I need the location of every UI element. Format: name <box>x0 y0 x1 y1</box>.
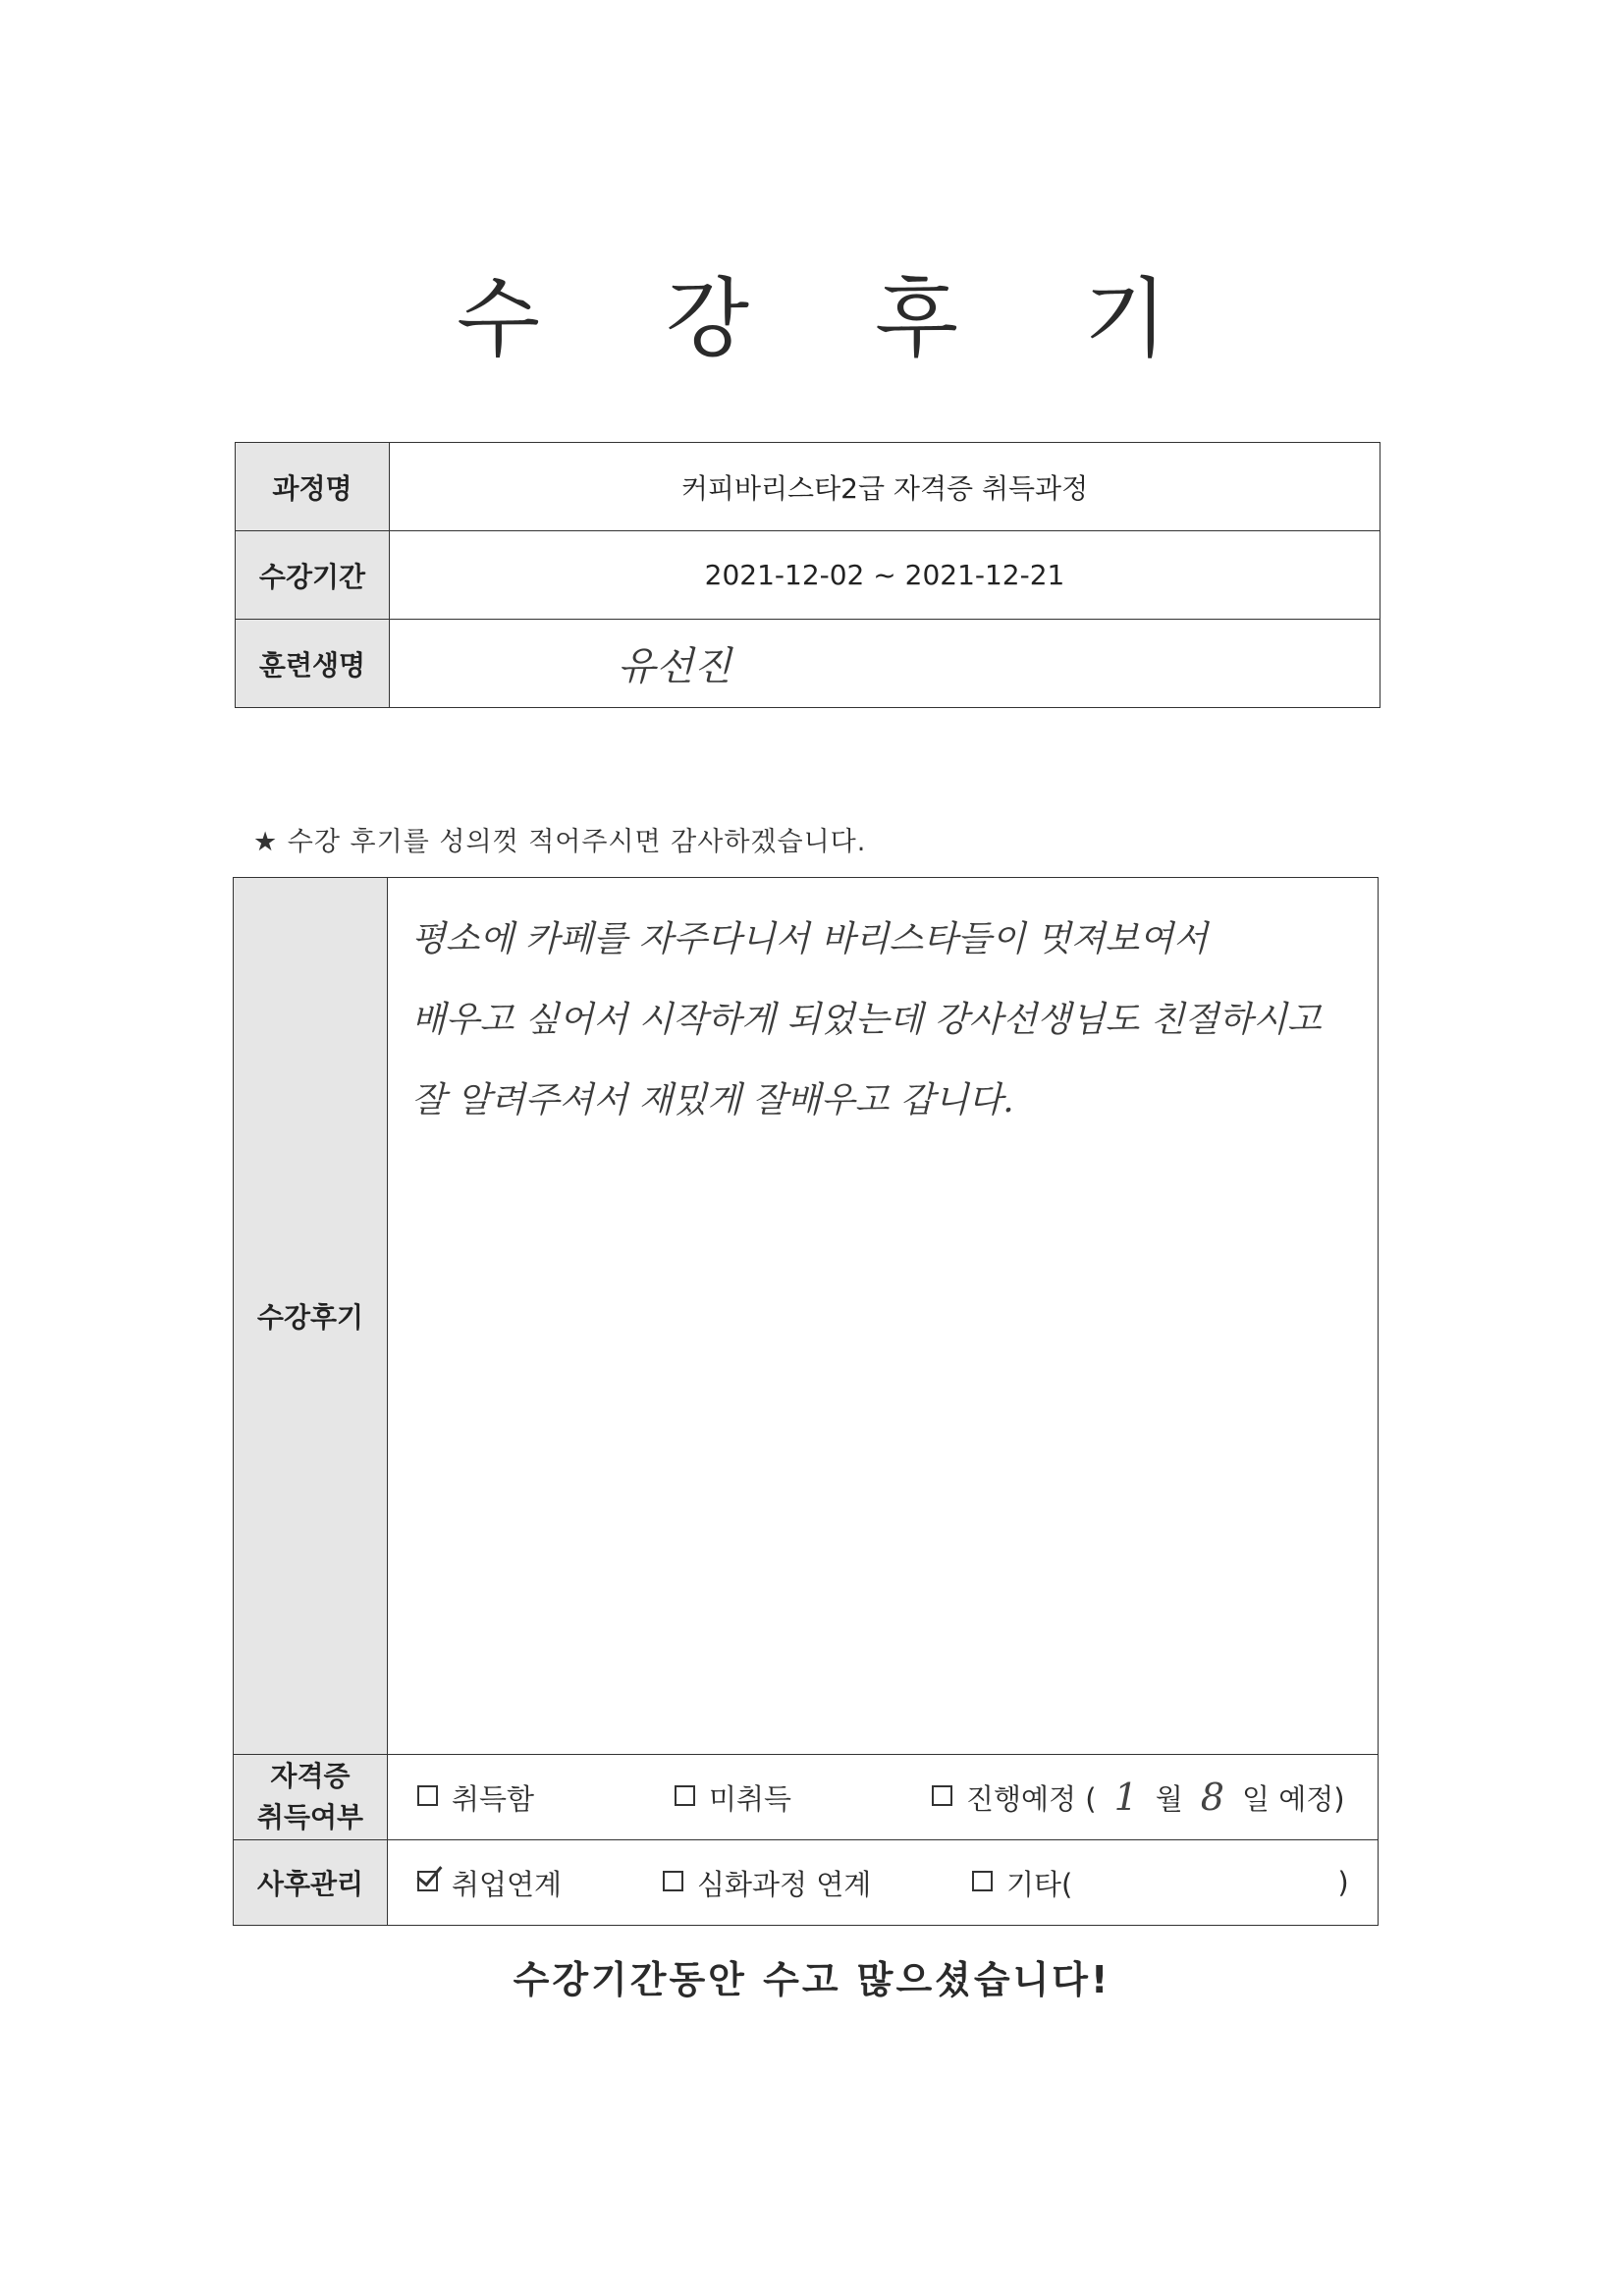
scheduled-month-handwritten: 1 <box>1113 1776 1138 1819</box>
option-advanced[interactable] <box>663 1863 972 1903</box>
day-unit: 일 예정) <box>1241 1781 1345 1816</box>
review-body <box>388 878 1379 1755</box>
month-unit: 월 <box>1155 1781 1183 1816</box>
option-other-label: 기타( <box>1006 1867 1073 1901</box>
certificate-label-line1: 자격증 <box>270 1760 351 1792</box>
certificate-options <box>388 1755 1379 1840</box>
checkbox-scheduled[interactable] <box>932 1785 952 1806</box>
option-not-obtained[interactable] <box>675 1777 932 1818</box>
notice-text: ★ 수강 후기를 성의껏 적어주시면 감사하겠습니다. <box>253 827 867 857</box>
option-other[interactable] <box>972 1863 1349 1903</box>
option-obtained[interactable] <box>417 1777 675 1818</box>
course-info-table <box>235 442 1380 708</box>
option-scheduled-label: 진행예정 ( <box>966 1781 1097 1816</box>
course-value: 커피바리스타2급 자격증 취득과정 <box>390 443 1380 531</box>
aftercare-options <box>388 1840 1379 1926</box>
closing-message: 수강기간동안 수고 많으셨습니다! <box>513 1958 1111 2001</box>
aftercare-row <box>234 1840 1379 1926</box>
aftercare-options-row <box>388 1863 1378 1903</box>
period-row <box>236 531 1380 620</box>
review-line-1: 평소에 카페를 자주다니서 바리스타들이 멋져보여서 <box>411 919 1208 959</box>
page-title: 수 강 후 기 <box>457 268 1217 369</box>
option-not-obtained-label: 미취득 <box>709 1781 792 1816</box>
certificate-label-line2: 취득여부 <box>256 1801 364 1833</box>
option-other-close: ) <box>1337 1866 1349 1899</box>
certificate-row <box>234 1755 1379 1840</box>
course-row <box>236 443 1380 531</box>
certificate-label <box>234 1755 388 1840</box>
review-line-3: 잘 알려주셔서 재밌게 잘배우고 갑니다. <box>411 1080 1014 1121</box>
option-job[interactable] <box>417 1863 663 1903</box>
option-scheduled[interactable] <box>932 1776 1345 1819</box>
review-label: 수강후기 <box>234 878 388 1755</box>
certificate-options-row <box>388 1776 1378 1819</box>
scheduled-day-handwritten: 8 <box>1200 1776 1224 1819</box>
option-advanced-label: 심화과정 연계 <box>697 1867 872 1901</box>
course-label: 과정명 <box>236 443 390 531</box>
checkbox-advanced[interactable] <box>663 1871 683 1891</box>
option-obtained-label: 취득함 <box>452 1781 535 1816</box>
option-job-label: 취업연계 <box>452 1867 563 1901</box>
aftercare-label: 사후관리 <box>234 1840 388 1926</box>
trainee-row <box>236 620 1380 708</box>
checkbox-job-checked[interactable] <box>417 1871 438 1891</box>
review-line-2: 배우고 싶어서 시작하게 되었는데 강사선생님도 친절하시고 <box>411 1000 1322 1040</box>
checkbox-obtained[interactable] <box>417 1785 438 1806</box>
review-table <box>233 877 1379 1926</box>
trainee-label: 훈련생명 <box>236 620 390 708</box>
review-row <box>234 878 1379 1755</box>
checkbox-other[interactable] <box>972 1871 993 1891</box>
period-value: 2021-12-02 ~ 2021-12-21 <box>390 531 1380 620</box>
period-label: 수강기간 <box>236 531 390 620</box>
checkbox-not-obtained[interactable] <box>675 1785 695 1806</box>
trainee-name-handwritten: 유선진 <box>390 620 1380 708</box>
